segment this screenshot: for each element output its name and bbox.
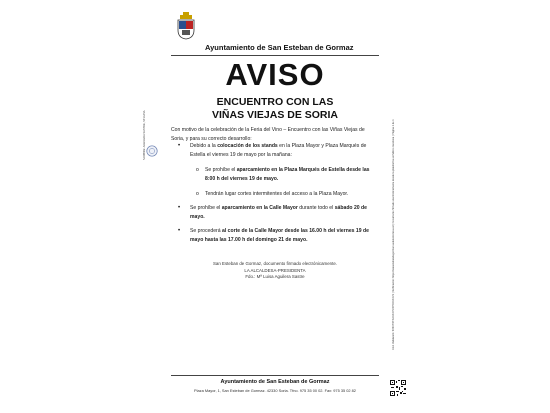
sub-bullet-1-line2: 8:00 h del viernes 19 de mayo. [205, 175, 279, 182]
bullet-2-text-c: durante todo el [297, 205, 335, 211]
bullet-1-text-c: en la Plaza Mayor y Plaza Marqués de [277, 143, 367, 149]
right-margin-text: Cód. Validación: 9X9XTRTXAXXXYR4YNXXXXJN | Verificación: https://sanestebandegormaz.sedelectronica.es/ | Documento firmado electrónicamente desde la plataforma esPublico Gestiona | Página 1 de 1 [392, 119, 395, 350]
header-divider [171, 55, 379, 56]
signature-line1: San Esteban de Gormaz, documento firmado electrónicamente. [213, 261, 337, 266]
sub-bullet-2-marker: o [196, 191, 199, 197]
bullet-1-text-a: Debido a la [190, 143, 218, 149]
bullet-1-line2: Estella el viernes 19 de mayo por la mañana: [190, 151, 292, 158]
sub-bullet-1-marker: o [196, 167, 199, 173]
sub-bullet-1-text-b: aparcamiento en la Plaza Marqués de Estella desde las [236, 167, 370, 173]
bullet-2-line2: mayo. [190, 213, 205, 220]
bullet-2-text-b: aparcamiento en la Calle Mayor [221, 205, 298, 211]
municipal-crest-icon [176, 12, 196, 40]
bullet-2 [190, 204, 380, 221]
bullet-1-text-b: colocación de los stands [217, 143, 278, 149]
bullet-1 [190, 142, 380, 159]
left-margin-text: NOMBRE: AGUILERA SASTRE, Mª LUISA [143, 110, 146, 160]
sub-bullet-2: Tendrán lugar cortes intermitentes del acceso a la Plaza Mayor. [205, 191, 349, 197]
notice-title: AVISO [225, 57, 325, 92]
bullet-3-line2: mayo hasta las 17.00 h del domingo 21 de mayo. [190, 236, 308, 243]
bullet-3-text-a: Se procederá [190, 228, 222, 234]
right-margin-validation [392, 119, 406, 350]
notice-subtitle-line1: ENCUENTRO CON LAS [216, 96, 334, 108]
footer-address: Plaza Mayor, 1, San Esteban de Gormaz. 42330 Soria. Tfno. 975 35 00 02. Fax: 975 35 02 82 [194, 388, 356, 393]
signature-line3: Fdo.: Mª Luisa Aguilera Sastre [245, 274, 305, 279]
bullet-3 [190, 227, 382, 244]
bullet-3-text-b: al corte de la Calle Mayor desde las 16.00 h del viernes 19 de [222, 228, 369, 234]
qr-code-icon [390, 380, 406, 396]
bullet-2-text-d: sábado 20 de [334, 205, 367, 211]
signature-line2: LA ALCALDESA-PRESIDENTA [244, 267, 306, 273]
footer-title: Ayuntamiento de San Esteban de Gormaz [220, 379, 330, 385]
bullet-3-marker: • [178, 228, 181, 234]
sub-bullet-1 [205, 166, 383, 183]
bullet-2-marker: • [178, 205, 181, 211]
bullet-2-text-a: Se prohíbe el [190, 205, 222, 211]
electronic-seal-icon [146, 145, 158, 157]
sub-bullet-1-text-a: Se prohíbe el [205, 167, 237, 173]
intro-line2: Soria, y para su correcto desarrollo: [171, 135, 252, 142]
header-title: Ayuntamiento de San Esteban de Gormaz [205, 43, 354, 52]
bullet-1-marker: • [178, 143, 181, 149]
intro-paragraph [171, 126, 381, 143]
intro-line1: Con motivo de la celebración de la Feria del Vino – Encuentro con las Viñas Viejas de [171, 127, 365, 133]
notice-subtitle-line2: VIÑAS VIEJAS DE SORIA [211, 109, 339, 121]
footer-divider [171, 375, 379, 376]
